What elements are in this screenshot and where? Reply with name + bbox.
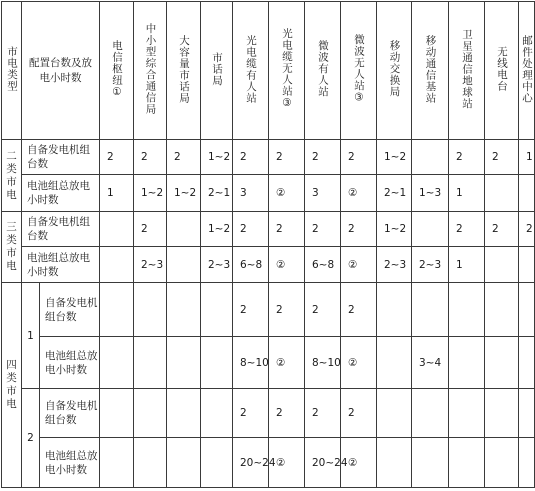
table-cell: 1~2	[201, 212, 233, 247]
table-cell: ②	[269, 247, 305, 283]
table-cell: 2	[233, 140, 269, 175]
header-col: 微波有人站	[305, 2, 341, 140]
header-col: 无线电台	[485, 2, 519, 140]
sub-group-id: 1	[22, 283, 40, 389]
row-label: 电池组总放电小时数	[22, 175, 100, 212]
table-cell: 2	[233, 212, 269, 247]
table-cell	[201, 337, 233, 389]
category-cell: 四 类 市 电	[2, 283, 22, 488]
table-cell	[485, 175, 519, 212]
table-cell: 3	[305, 175, 341, 212]
table-cell: ②	[341, 247, 377, 283]
row-label: 电池组总放电小时数	[40, 438, 100, 488]
table-row	[2, 175, 535, 212]
table-row	[2, 438, 535, 488]
table-cell: 2	[100, 140, 134, 175]
table-cell: 20~24	[305, 438, 341, 488]
table-cell	[449, 337, 485, 389]
header-col: 移动通信基站	[412, 2, 449, 140]
table-cell	[100, 438, 134, 488]
table-cell	[412, 438, 449, 488]
power-config-table	[1, 1, 535, 488]
table-cell: 2~3	[377, 247, 412, 283]
table-cell	[485, 283, 519, 337]
table-cell	[412, 283, 449, 337]
table-cell	[201, 438, 233, 488]
table-row	[2, 337, 535, 389]
table-cell: ②	[341, 438, 377, 488]
table-cell: 2	[167, 140, 201, 175]
table-cell: 1	[449, 247, 485, 283]
header-category: 市电类型	[2, 2, 22, 140]
table-cell: 2	[269, 389, 305, 438]
table-cell: 2	[269, 283, 305, 337]
row-label: 自备发电机组台数	[22, 140, 100, 175]
table-cell: 1~2	[201, 140, 233, 175]
table-cell	[134, 337, 167, 389]
table-cell: 2	[341, 389, 377, 438]
header-col: 卫星通信地球站	[449, 2, 485, 140]
header-col: 大容量市话局	[167, 2, 201, 140]
table-cell: 6~8	[305, 247, 341, 283]
table-cell: 2	[305, 140, 341, 175]
table-cell: 2	[341, 283, 377, 337]
table-cell: 1~3	[412, 175, 449, 212]
row-label: 自备发电机组台数	[40, 389, 100, 438]
table-cell: 1	[449, 175, 485, 212]
table-cell	[449, 283, 485, 337]
table-cell: 2	[269, 140, 305, 175]
table-row	[2, 140, 535, 175]
table-cell: 2	[449, 212, 485, 247]
table-cell: 1	[519, 140, 535, 175]
header-col: 中小型综合通信局	[134, 2, 167, 140]
table-cell	[201, 283, 233, 337]
table-cell: 20~24	[233, 438, 269, 488]
table-cell	[167, 283, 201, 337]
table-cell: 8~10	[233, 337, 269, 389]
table-cell: 8~10	[305, 337, 341, 389]
table-cell: 2	[305, 389, 341, 438]
table-cell	[167, 389, 201, 438]
table-cell: 1~2	[134, 175, 167, 212]
header-col: 市话局	[201, 2, 233, 140]
header-col: 微波无人站③	[341, 2, 377, 140]
row-label: 电池组总放电小时数	[22, 247, 100, 283]
header-col: 移动交换局	[377, 2, 412, 140]
table-cell	[100, 337, 134, 389]
table-cell: 2~3	[134, 247, 167, 283]
table-cell: 2	[305, 212, 341, 247]
row-label: 电池组总放电小时数	[40, 337, 100, 389]
table-cell: 2	[485, 140, 519, 175]
table-cell: 2	[449, 140, 485, 175]
table-cell: 3	[233, 175, 269, 212]
header-row	[2, 2, 535, 140]
table-cell	[377, 389, 412, 438]
table-cell	[167, 438, 201, 488]
table-cell	[412, 212, 449, 247]
table-cell: 2	[134, 212, 167, 247]
table-cell	[449, 438, 485, 488]
table-cell: 2	[305, 283, 341, 337]
table-row	[2, 283, 535, 337]
table-cell: 2	[233, 283, 269, 337]
table-cell	[412, 389, 449, 438]
table-cell	[167, 212, 201, 247]
table-cell	[134, 438, 167, 488]
table-cell	[485, 438, 519, 488]
table-cell: 2	[341, 140, 377, 175]
table-cell	[100, 283, 134, 337]
row-label: 自备发电机组台数	[22, 212, 100, 247]
table-cell: ②	[341, 337, 377, 389]
table-cell: 2	[341, 212, 377, 247]
table-cell	[519, 175, 535, 212]
table-cell: 2	[233, 389, 269, 438]
header-col: 邮件处理中心	[519, 2, 535, 140]
table-cell	[134, 389, 167, 438]
table-cell	[412, 140, 449, 175]
header-col: 电信枢纽①	[100, 2, 134, 140]
table-cell: 2~1	[377, 175, 412, 212]
table-cell	[134, 283, 167, 337]
table-cell	[167, 247, 201, 283]
table-cell: 2	[134, 140, 167, 175]
table-cell: 1~2	[167, 175, 201, 212]
table-cell: 1	[100, 175, 134, 212]
table-cell: 2	[519, 212, 535, 247]
row-label: 自备发电机组台数	[40, 283, 100, 337]
table-cell	[201, 389, 233, 438]
table-cell: 2~1	[201, 175, 233, 212]
table-cell: 2	[269, 212, 305, 247]
table-cell	[377, 438, 412, 488]
table-cell	[519, 337, 535, 389]
table-cell: 2~3	[201, 247, 233, 283]
table-cell: ②	[269, 175, 305, 212]
table-cell	[167, 337, 201, 389]
table-row	[2, 389, 535, 438]
header-config: 配置台数及放电小时数	[22, 2, 100, 140]
table-cell	[519, 389, 535, 438]
header-col: 光电缆无人站③	[269, 2, 305, 140]
table-cell	[100, 247, 134, 283]
table-row	[2, 212, 535, 247]
table-cell	[519, 247, 535, 283]
table-row	[2, 247, 535, 283]
table-cell	[377, 283, 412, 337]
table-cell	[100, 212, 134, 247]
table-cell	[485, 337, 519, 389]
category-cell: 二 类 市 电	[2, 140, 22, 212]
header-col: 光电缆有人站	[233, 2, 269, 140]
table-cell	[377, 337, 412, 389]
table-cell	[485, 389, 519, 438]
table-cell: 1~2	[377, 140, 412, 175]
table-cell: 1~2	[377, 212, 412, 247]
table-cell: 3~4	[412, 337, 449, 389]
table-cell: ②	[269, 337, 305, 389]
table-cell: 2~3	[412, 247, 449, 283]
table-cell	[100, 389, 134, 438]
table-cell: ②	[341, 175, 377, 212]
table-cell	[449, 389, 485, 438]
table-cell	[519, 283, 535, 337]
table-cell: 2	[485, 212, 519, 247]
table-cell	[519, 438, 535, 488]
table-cell: 6~8	[233, 247, 269, 283]
sub-group-id: 2	[22, 389, 40, 488]
table-cell	[485, 247, 519, 283]
table-cell: ②	[269, 438, 305, 488]
category-cell: 三 类 市 电	[2, 212, 22, 283]
